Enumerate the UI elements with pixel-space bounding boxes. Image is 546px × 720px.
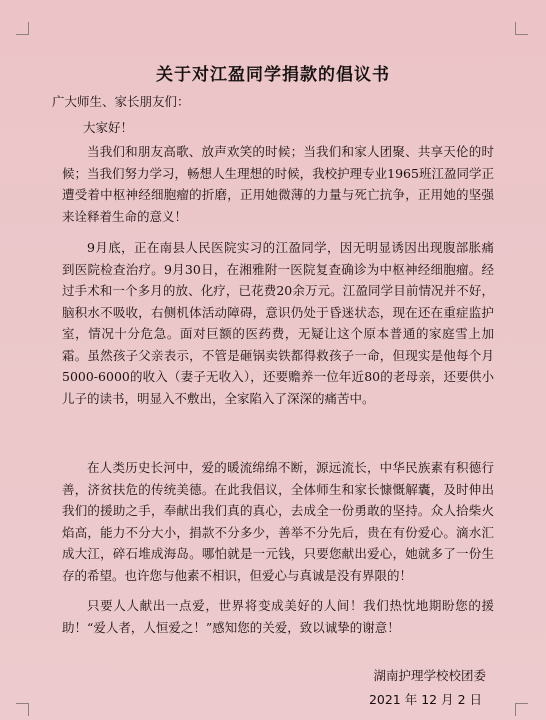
paragraph: 只要人人献出一点爱，世界将变成美好的人间！我们热忱地期盼您的援助！“爱人者，人恒爱之！”感知您的关爱，致以诚挚的谢意！ <box>62 598 494 635</box>
paragraph: 在人类历史长河中，爱的暖流绵绵不断，源远流长，中华民族素有积德行善，济贫扶危的传统美德。在此我倡议，全体师生和家长慷慨解囊，及时伸出我们的援助之手，奉献出我们真的真心，去成全一份勇敢的坚持。众人拾柴火焰高，能力不分大小，捐款不分多少，善举不分先后，贵在有份爱心。滴水汇成大江，碎石堆成海岛。哪怕就是一元钱，只要您献出爱心，她就多了一份生存的希望。也许您与他素不相识，但爱心与真诚是没有界限的！ <box>62 460 494 583</box>
document-date: 2021 年 12 月 2 日 <box>368 692 482 707</box>
greeting: 大家好！ <box>83 120 134 135</box>
signature: 湖南护理学校校团委 <box>373 668 486 683</box>
page-corner-mark <box>515 22 528 35</box>
document-title: 关于对江盈同学捐款的倡议书 <box>156 65 390 85</box>
paragraph: 9月底，正在南县人民医院实习的江盈同学，因无明显诱因出现腹部胀痛到医院检查治疗。9月30日，在湘雅附一医院复查确诊为中枢神经细胞瘤。经过手术和一个多月的放、化疗，已花费20余万元。江盈同学目前情况并不好，脑积水不吸收，右侧机体活动障碍，意识仍处于昏迷状态，现在还在重症监护室，情况十分危急。面对巨额的医药费，无疑让这个原本普通的家庭雪上加霜。虽然孩子父亲表示，不管是砸锅卖铁都得救孩子一命，但现实是他每个月5000-6000的收入（妻子无收入），还要赡养一位年近80的老母亲，还要供小儿子的读书，明显入不敷出，全家陷入了深深的痛苦中。 <box>62 240 494 406</box>
page-corner-mark <box>515 703 528 716</box>
paragraph: 当我们和朋友高歌、放声欢笑的时候；当我们和家人团聚、共享天伦的时候；当我们努力学习，畅想人生理想的时候，我校护理专业1965班江盈同学正遭受着中枢神经细胞瘤的折磨，正用她微薄的力量与死亡抗争，正用她的坚强来诠释着生命的意义！ <box>62 144 494 224</box>
page-corner-mark <box>16 703 29 716</box>
salutation: 广大师生、家长朋友们： <box>52 94 190 109</box>
page-corner-mark <box>16 22 29 35</box>
